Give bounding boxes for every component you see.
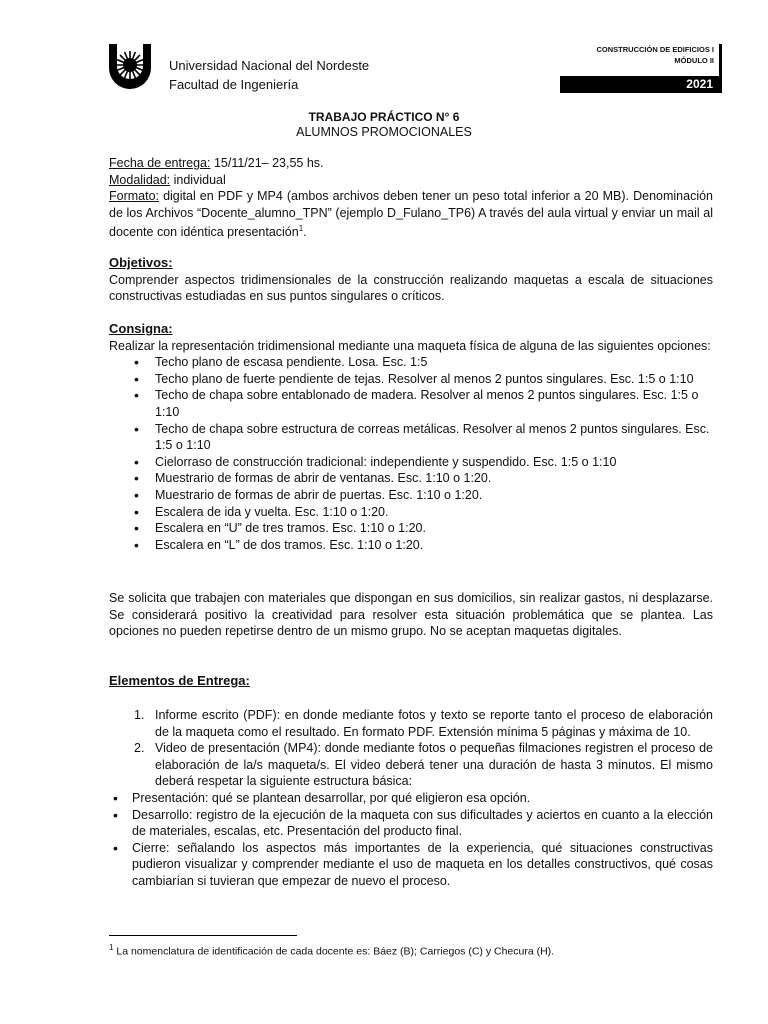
- list-item: • Techo plano de escasa pendiente. Losa. Esc. 1:5: [109, 354, 713, 371]
- delivery-date-line: [109, 155, 713, 172]
- list-item: • Techo plano de fuerte pendiente de tejas. Resolver al menos 2 puntos singulares. Esc. 1:5 o 1:10: [109, 371, 713, 388]
- footnote: [109, 943, 554, 958]
- footnote-ref: 1: [298, 224, 304, 234]
- objectives-heading: Objetivos:: [109, 255, 173, 270]
- list-item: • Escalera en “U” de tres tramos. Esc. 1:10 o 1:20.: [109, 520, 713, 537]
- mode-value: individual: [170, 172, 226, 187]
- list-item: [109, 740, 713, 790]
- footnote-divider: [109, 935, 297, 936]
- list-item: • Desarrollo: registro de la ejecución de la maqueta con sus dificultades y aciertos en cuanto a la elección de materiales, escalas, etc. Presentación del producto final.: [109, 807, 713, 840]
- module-name: MÓDULO II: [674, 56, 714, 65]
- year-label: 2021: [686, 77, 713, 91]
- course-header: [560, 44, 722, 93]
- delivery-date-label: Fecha de entrega:: [109, 156, 211, 170]
- structure-list: [109, 790, 713, 890]
- objectives-text: Comprender aspectos tridimensionales de la construcción realizando maquetas a escala de situaciones constructivas estudiadas en sus puntos singulares o críticos.: [109, 272, 713, 304]
- closing-text: Se solicita que trabajen con materiales que dispongan en sus domicilios, sin realizar gastos, ni desplazarse. Se considerará positivo la creatividad para resolver esta situación problemática que se plantea. Las opciones no pueden repetirse dentro de un mismo grupo. No se aceptan maquetas digitales.: [109, 591, 713, 639]
- delivery-date-value: 15/11/21– 23,55 hs.: [210, 156, 324, 170]
- options-list: [109, 354, 713, 553]
- header-divider: [719, 44, 722, 76]
- deliverables-heading: Elementos de Entrega:: [109, 673, 250, 688]
- faculty-name: Facultad de Ingeniería: [169, 77, 299, 92]
- year-bar: [560, 76, 722, 93]
- footnote-text: La nomenclatura de identificación de cada docente es: Báez (B); Carriegos (C) y Checura (H).: [113, 945, 555, 958]
- list-item: [109, 707, 713, 740]
- format-label: Formato:: [109, 189, 160, 204]
- consigna-section: [109, 321, 713, 553]
- document-subtitle: ALUMNOS PROMOCIONALES: [296, 125, 472, 139]
- item-number: 1.: [134, 708, 145, 722]
- list-item: • Escalera en “L” de dos tramos. Esc. 1:10 o 1:20.: [109, 537, 713, 554]
- footnote-marker: 1: [109, 943, 114, 952]
- list-item: • Presentación: qué se plantean desarrollar, por qué eligieron esa opción.: [109, 790, 713, 807]
- list-item: • Escalera de ida y vuelta. Esc. 1:10 o 1:20.: [109, 504, 713, 521]
- list-item: • Techo de chapa sobre estructura de correas metálicas. Resolver al menos 2 puntos singulares. Esc. 1:5 o 1:10: [109, 421, 713, 454]
- deliverables-section: [109, 673, 713, 690]
- university-name: Universidad Nacional del Nordeste: [169, 58, 370, 73]
- list-item: • Cierre: señalando los aspectos más importantes de la experiencia, qué situaciones constructivas pudieron visualizar y comprender mediante el uso de maqueta en los detalles constructivos, qué cosas cambiarían si tuvieran que empezar de nuevo el proceso.: [109, 840, 713, 890]
- list-item: • Cielorraso de construcción tradicional: independiente y suspendido. Esc. 1:5 o 1:10: [109, 454, 713, 471]
- item-text: Informe escrito (PDF): en donde mediante fotos y texto se reporte tanto el proceso de elaboración de la maqueta como el resultado. En formato PDF. Extensión mínima 5 páginas y máxima de 10.: [155, 708, 713, 739]
- info-block: [109, 155, 713, 241]
- list-item: • Muestrario de formas de abrir de puertas. Esc. 1:10 o 1:20.: [109, 487, 713, 504]
- document-title: TRABAJO PRÁCTICO N° 6: [308, 110, 460, 124]
- list-item: • Muestrario de formas de abrir de ventanas. Esc. 1:10 o 1:20.: [109, 470, 713, 487]
- deliverables-list: [109, 707, 713, 790]
- format-value: digital en PDF y MP4 (ambos archivos deben tener un peso total inferior a 20 MB). Denominación de los Archivos “Docente_alumno_TPN” (ejemplo D_Fulano_TP6) A través del aula virtual y enviar un mail al docente con idéntica presentación: [109, 189, 713, 240]
- list-item: • Techo de chapa sobre entablonado de madera. Resolver al menos 2 puntos singulares. Esc. 1:5 o 1:10: [109, 387, 713, 420]
- format-line: [109, 188, 713, 241]
- format-end: .: [303, 225, 307, 240]
- course-name: CONSTRUCCIÓN DE EDIFICIOS I: [596, 45, 714, 54]
- consigna-heading: Consigna:: [109, 321, 173, 336]
- university-logo: [106, 42, 154, 92]
- deliverables-list-block: [109, 707, 713, 890]
- mode-line: [109, 172, 713, 189]
- item-number: 2.: [134, 741, 145, 756]
- institution-name: [169, 56, 369, 94]
- mode-label: Modalidad:: [109, 172, 171, 187]
- consigna-intro: Realizar la representación tridimensional mediante una maqueta física de alguna de las siguientes opciones:: [109, 338, 711, 353]
- closing-paragraph: [109, 590, 713, 640]
- item-text: Video de presentación (MP4): donde mediante fotos o pequeñas filmaciones registren el proceso de elaboración de la/s maqueta/s. El video deberá tener una duración de hasta 3 minutos. El mismo deberá respetar la siguiente estructura básica:: [155, 741, 713, 789]
- objectives-section: [109, 255, 713, 305]
